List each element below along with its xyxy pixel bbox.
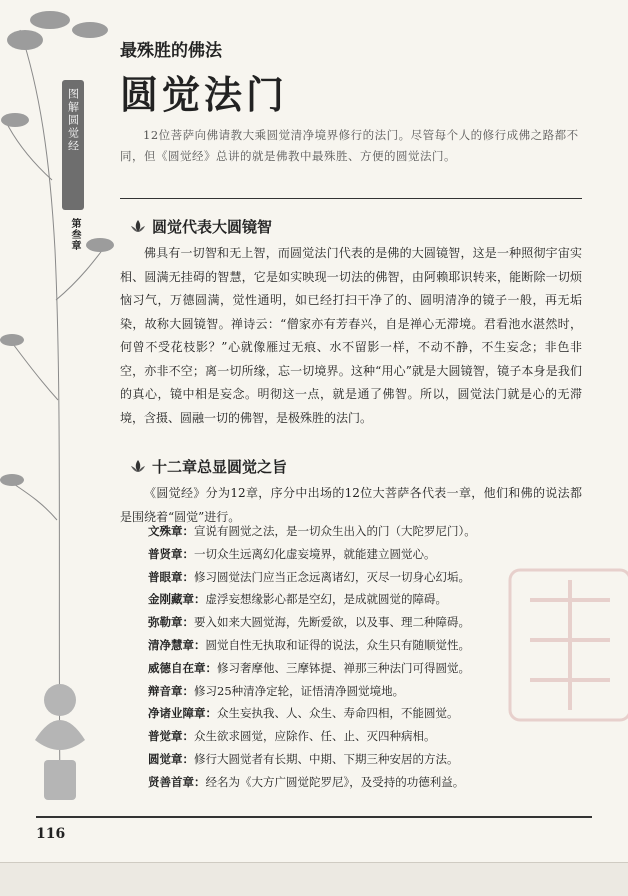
chapter-desc: 众生欲求圆觉，应除作、任、止、灭四种病相。 [194, 729, 436, 744]
scan-bottom-edge [0, 862, 628, 896]
series-name: 图解圆觉经 [66, 88, 80, 153]
chapter-desc: 要入如来大圆觉海，先断爱欲，以及事、理二种障碍。 [194, 615, 470, 630]
series-side-tab [62, 80, 84, 210]
chapter-desc: 修习25种清净定轮，证悟清净圆觉境地。 [194, 683, 405, 698]
chapter-desc: 修习奢摩他、三摩钵提、禅那三种法门可得圆觉。 [217, 660, 470, 675]
chapter-desc: 修行大圆觉者有长期、中期、下期三种安居的方法。 [194, 751, 459, 766]
chapter-term: 金刚藏章： [148, 592, 206, 607]
chapter-desc: 宣说有圆觉之法，是一切众生出入的门（大陀罗尼门）。 [194, 524, 476, 538]
chapter-item [148, 771, 588, 794]
intro-paragraph: 12位菩萨向佛请教大乘圆觉清净境界修行的法门。尽管每个人的修行成佛之路都不同，但《圆觉经》总讲的就是佛教中最殊胜、方便的圆觉法门。 [120, 128, 579, 163]
section2-body: 《圆觉经》分为12章，序分中出场的12位大菩萨各代表一章，他们和佛的说法都是围绕着“圆觉”进行。 [120, 486, 582, 524]
chapter-term: 清净慧章： [148, 637, 206, 652]
section2-heading [128, 456, 287, 477]
chapter-desc: 修习圆觉法门应当正念远离诸幻，灭尽一切身心幻垢。 [194, 569, 470, 584]
chapter-desc: 经名为《大方广圆觉陀罗尼》，及受持的功德利益。 [205, 774, 465, 789]
chapter-tag: 第叁章 [69, 218, 80, 251]
chapter-term: 文殊章： [148, 524, 194, 538]
chapter-term: 弥勒章： [148, 615, 194, 630]
chapter-term: 普眼章： [148, 569, 194, 584]
page-number: 116 [36, 826, 66, 842]
chapter-desc: 一切众生远离幻化虚妄境界，就能建立圆觉心。 [194, 546, 436, 561]
section-kicker: 最殊胜的佛法 [120, 41, 222, 61]
section1-body: 佛具有一切智和无上智，而圆觉法门代表的是佛的大圆镜智，这是一种照彻宇宙实相、圆满无挂碍的智慧，它是如实映现一切法的佛智，由阿赖耶识转来，能断除一切烦恼习气，万德圆满，觉性通明，如已经打扫干净了的、圆明清净的镜子一般，再无垢染，故称大圆镜智。禅诗云：“僧家亦有芳春兴，自是禅心无滞境。君看池水湛然时，何曾不受花枝影？”心就像雁过无痕、水不留影一样，不动不静，不生妄念；非色非空，亦非不空；离一切所缘，忘一切境界。这种“用心”就是大圆镜智，镜子本身是我们的真心，镜中相是妄念。明彻这一点，就是通了佛智。所以，圆觉法门就是心的无滞境，含摄、圆融一切的佛智，是极殊胜的法门。 [120, 246, 582, 425]
chapter-term: 普觉章： [148, 729, 194, 744]
chapter-desc: 圆觉自性无执取和证得的说法，众生只有随顺觉性。 [205, 637, 470, 652]
chapter-item [148, 748, 588, 771]
chapter-item [148, 520, 588, 543]
section1-heading [128, 216, 272, 237]
bodhi-tree-illustration [0, 0, 118, 820]
chapter-term: 圆觉章： [148, 751, 194, 766]
chapter-term: 净诸业障章： [148, 706, 217, 721]
header-divider [120, 198, 582, 199]
chapter-term: 辩音章： [148, 683, 194, 698]
section1-heading-text: 圆觉代表大圆镜智 [152, 218, 273, 236]
seal-watermark [500, 560, 628, 730]
chapter-desc: 虚浮妄想缘影心都是空幻，是成就圆觉的障碍。 [205, 592, 447, 607]
chapter-term: 威德自在章： [148, 660, 217, 675]
lotus-icon [128, 457, 148, 477]
lotus-icon [128, 217, 148, 237]
chapter-desc: 众生妄执我、人、众生、寿命四相，不能圆觉。 [217, 706, 459, 721]
chapter-term: 普贤章： [148, 546, 194, 561]
footer-divider [36, 816, 592, 818]
chapter-term: 贤善首章： [148, 774, 206, 789]
page-title: 圆觉法门 [120, 73, 289, 117]
section2-heading-text: 十二章总显圆觉之旨 [152, 458, 288, 476]
